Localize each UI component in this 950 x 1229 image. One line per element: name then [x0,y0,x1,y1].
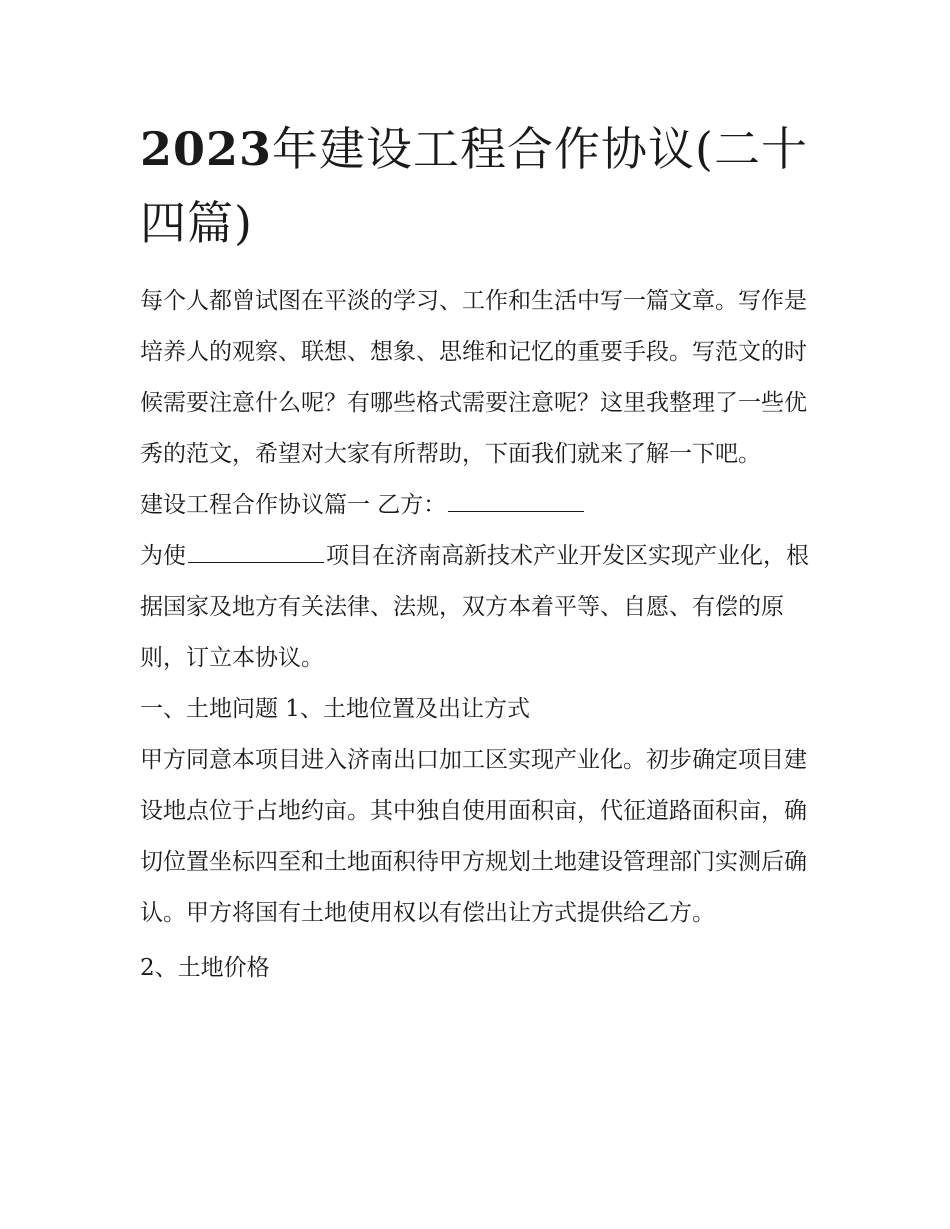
purpose-paragraph [140,531,820,684]
section-one-heading: 一、土地问题 1、土地位置及出让方式 [140,696,530,722]
document-body [140,276,820,994]
project-blank-field [188,544,324,563]
purpose-prefix: 为使 [140,543,186,569]
section-two-heading: 2、土地价格 [140,955,270,981]
party-line-text: 建设工程合作协议篇一 乙方： [140,492,447,518]
title-year: 2023 [140,122,273,176]
intro-paragraph: 每个人都曾试图在平淡的学习、工作和生活中写一篇文章。写作是培养人的观察、联想、想象、思维和记忆的重要手段。写范文的时候需要注意什么呢？有哪些格式需要注意呢？这里我整理了一些优秀的范文，希望对大家有所帮助，下面我们就来了解一下吧。 [140,288,807,467]
section-one-body: 甲方同意本项目进入济南出口加工区实现产业化。初步确定项目建设地点位于占地约亩。其中独自使用面积亩，代征道路面积亩，确切位置坐标四至和土地面积待甲方规划土地建设管理部门实测后确认。甲方将国有土地使用权以有偿出让方式提供给乙方。 [140,747,807,926]
document-title [140,112,820,260]
title-text: 年建设工程合作协议(二十四篇) [140,122,808,250]
purpose-suffix: 项目在济南高新技术产业开发区实现产业化，根据国家及地方有关法律、法规，双方本着平等、自愿、有偿的原则，订立本协议。 [140,543,809,671]
party-line [140,480,820,531]
party-blank-field [448,493,584,512]
